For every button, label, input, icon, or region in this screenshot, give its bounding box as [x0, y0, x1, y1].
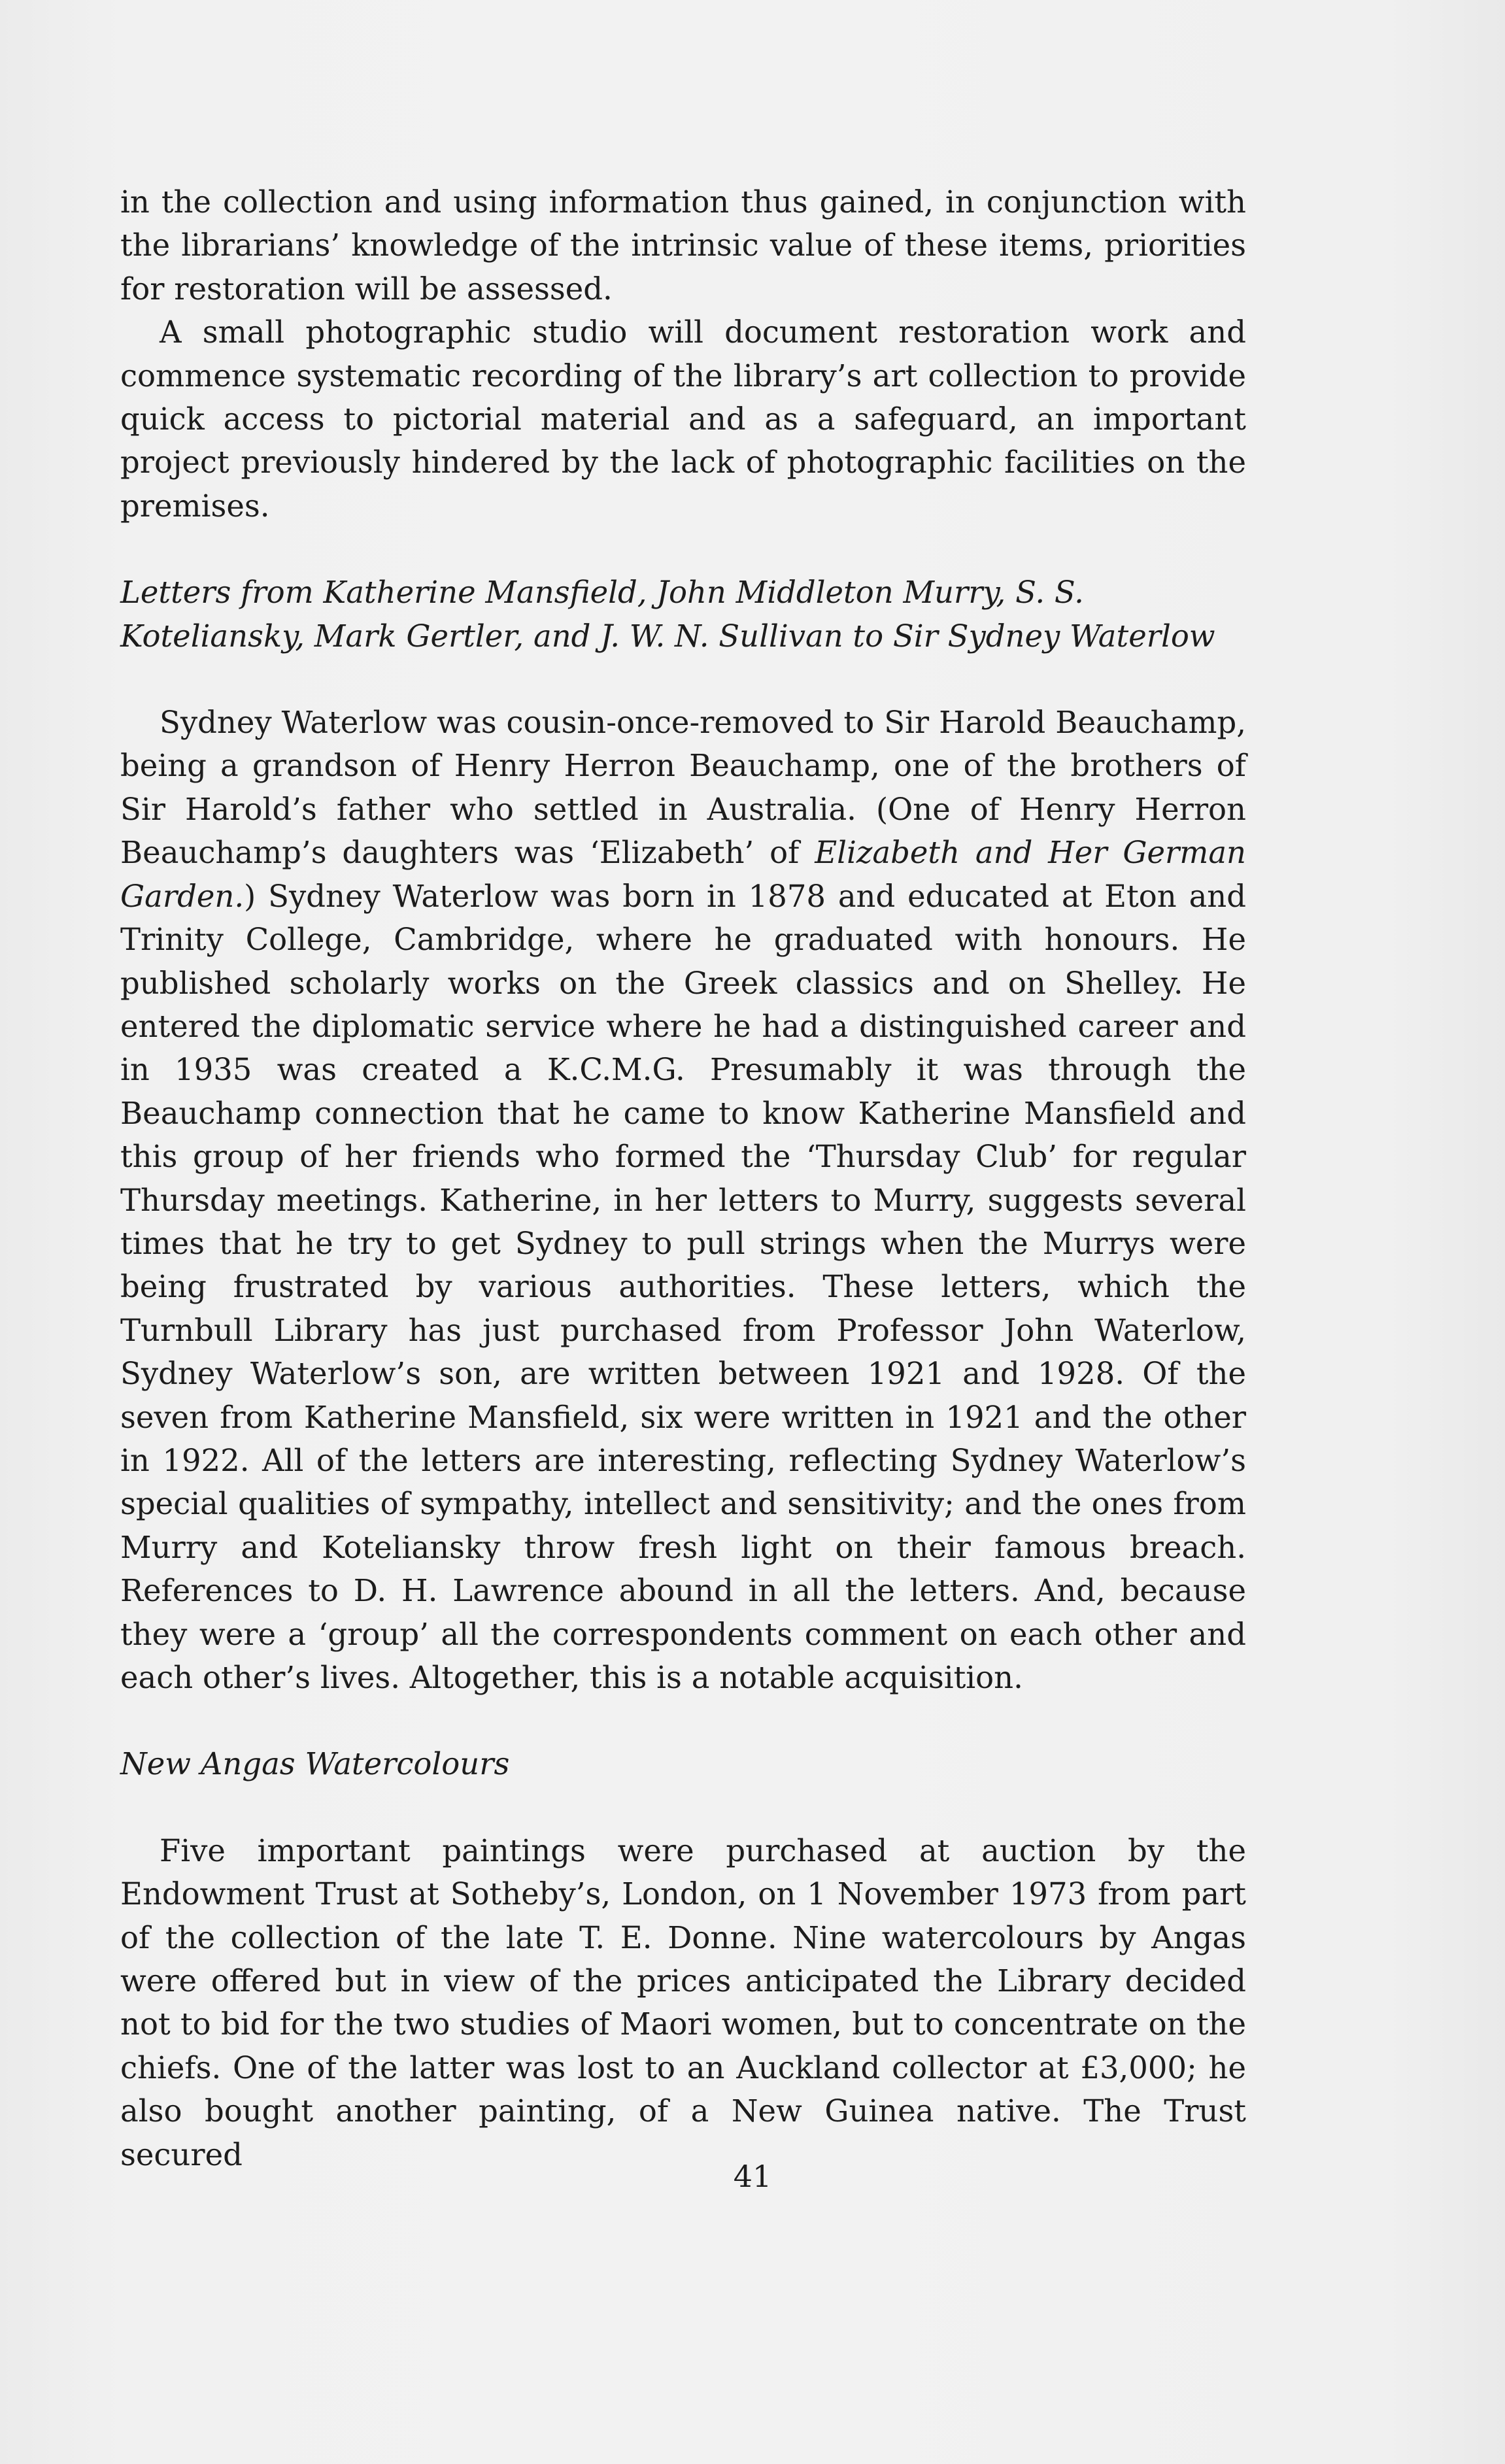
paragraph-sydney-waterlow-part-a: Sydney Waterlow was cousin-once-removed to Sir Harold Beauchamp, being a grandson of Henry Herron Beauchamp, one of the brothers of Sir Harold’s father who settled in Australia. (One of Henry Herron Beauchamp’s daughters was ‘Elizabeth’ of — [120, 705, 1246, 871]
body-text — [120, 180, 1246, 2176]
paragraph-photographic-studio: A small photographic studio will document restoration work and commence systematic recording of the library’s art collection to provide quick access to pictorial material and as a safeguard, an important project previously hindered by the lack of photographic facilities on the premises. — [120, 314, 1246, 524]
book-title-elizabeth: Elizabeth and Her German Garden. — [120, 835, 1246, 914]
section-heading-letters: Letters from Katherine Mansfield, John Middleton Murry, S. S. Koteliansky, Mark Gertler, and J. W. N. Sullivan to Sir Sydney Waterlow — [120, 575, 1215, 654]
paragraph-restoration: in the collection and using information thus gained, in conjunction with the librarians’ knowledge of the intrinsic value of these items, priorities for restoration will be assessed. — [120, 184, 1246, 307]
paragraph-angas-watercolours: Five important paintings were purchased at auction by the Endowment Trust at Sotheby’s, London, on 1 November 1973 from part of the collection of the late T. E. Donne. Nine watercolours by Angas were offered but in view of the prices anticipated the Library decided not to bid for the two studies of Maori women, but to concentrate on the chiefs. One of the latter was lost to an Auckland collector at £3,000; he also bought another painting, of a New Guinea native. The Trust secured — [120, 1832, 1246, 2172]
page-number: 41 — [733, 2159, 772, 2194]
section-heading-angas: New Angas Watercolours — [120, 1746, 510, 1782]
paragraph-sydney-waterlow-part-b: ) Sydney Waterlow was born in 1878 and educated at Eton and Trinity College, Cambridge, where he graduated with honours. He published scholarly works on the Greek classics and on Shelley. He entered the diplomatic service where he had a distinguished career and in 1935 was created a K.C.M.G. Presumably it was through the Beauchamp connection that he came to know Katherine Mansfield and this group of her friends who formed the ‘Thursday Club’ for regular Thursday meetings. Katherine, in her letters to Murry, suggests several times that he try to get Sydney to pull strings when the Murrys were being frustrated by various authorities. These letters, which the Turnbull Library has just purchased from Professor John Waterlow, Sydney Waterlow’s son, are written between 1921 and 1928. Of the seven from Katherine Mansfield, six were written in 1921 and the other in 1922. All of the letters are interesting, reflecting Sydney Waterlow’s special qualities of sympathy, intellect and sensitivity; and the ones from Murry and Koteliansky throw fresh light on their famous breach. References to D. H. Lawrence abound in all the letters. And, because they were a ‘group’ all the correspondents comment on each other and each other’s lives. Altogether, this is a notable acquisition. — [120, 878, 1246, 1695]
paragraph-sydney-waterlow — [120, 701, 1246, 1699]
